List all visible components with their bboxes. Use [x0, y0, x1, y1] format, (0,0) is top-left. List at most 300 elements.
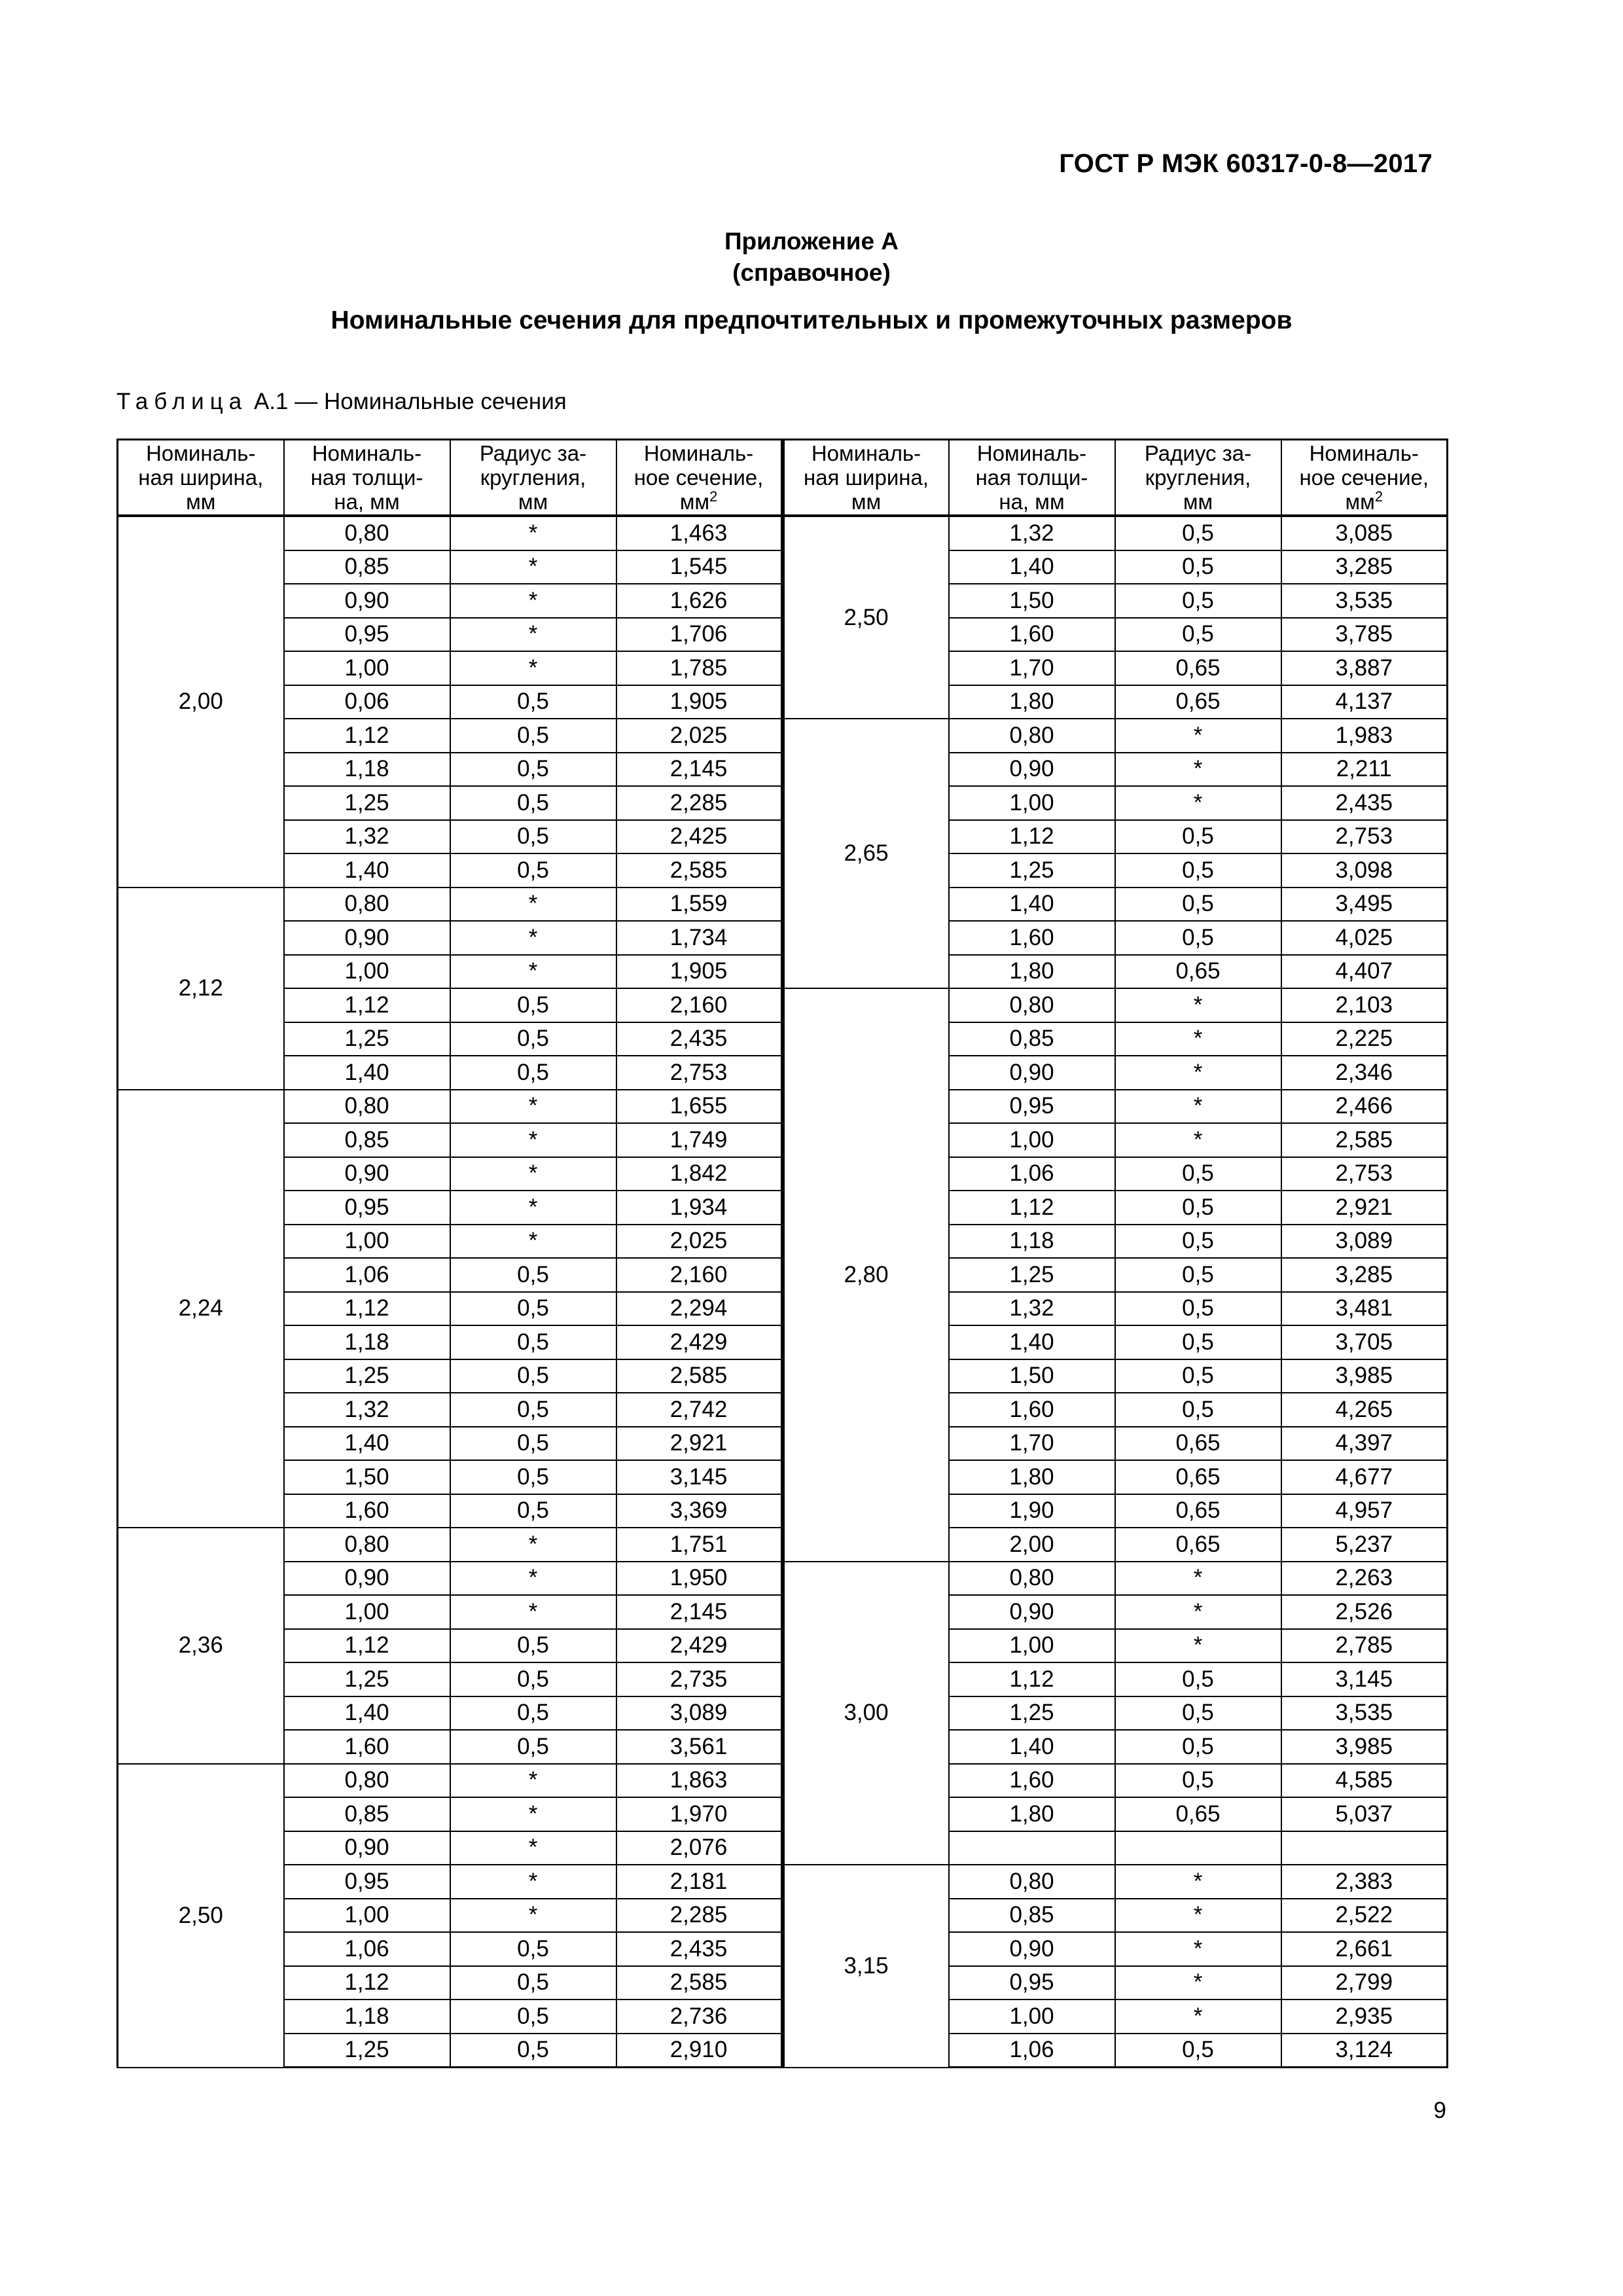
- radius-cell: 0,5: [1115, 1662, 1281, 1696]
- radius-cell: *: [450, 550, 616, 584]
- thickness-cell: 1,12: [949, 1191, 1115, 1225]
- table-row: [118, 516, 1448, 550]
- thickness-cell: 0,90: [949, 1056, 1115, 1090]
- section-cell: 1,983: [1281, 719, 1448, 753]
- radius-cell: 0,5: [1115, 516, 1281, 550]
- radius-cell: 0,5: [450, 1325, 616, 1359]
- radius-cell: *: [450, 1899, 616, 1933]
- header-radius: [1115, 440, 1281, 516]
- section-cell: 3,985: [1281, 1359, 1448, 1393]
- thickness-cell: 0,90: [949, 1595, 1115, 1629]
- radius-cell: 0,5: [450, 1393, 616, 1427]
- section-cell: 1,970: [616, 1797, 783, 1831]
- radius-cell: *: [1115, 786, 1281, 820]
- radius-cell: 0,5: [1115, 584, 1281, 618]
- section-cell: 2,735: [616, 1662, 783, 1696]
- thickness-cell: 0,85: [284, 1797, 450, 1831]
- header-line: на, мм: [334, 490, 400, 514]
- section-cell: 2,585: [1281, 1123, 1448, 1157]
- section-cell: 1,734: [616, 921, 783, 955]
- section-cell: 3,785: [1281, 618, 1448, 652]
- section-cell: 3,098: [1281, 853, 1448, 888]
- section-cell: 3,085: [1281, 516, 1448, 550]
- radius-cell: *: [1115, 1966, 1281, 2000]
- thickness-cell: 1,25: [284, 786, 450, 820]
- thickness-cell: 0,95: [949, 1966, 1115, 2000]
- section-cell: 2,145: [616, 753, 783, 787]
- radius-cell: *: [450, 1090, 616, 1124]
- radius-cell: *: [450, 1595, 616, 1629]
- thickness-cell: 1,12: [284, 988, 450, 1022]
- table-body: [118, 516, 1448, 2068]
- section-cell: 4,025: [1281, 921, 1448, 955]
- radius-cell: 0,5: [450, 853, 616, 888]
- header-line: ная ширина,: [803, 465, 929, 490]
- header-thickness: [949, 440, 1115, 516]
- section-cell: 2,025: [616, 1225, 783, 1259]
- radius-cell: 0,5: [1115, 1393, 1281, 1427]
- section-cell: 1,559: [616, 888, 783, 922]
- thickness-cell: 1,60: [949, 1393, 1115, 1427]
- radius-cell: 0,5: [450, 1292, 616, 1326]
- section-cell: 2,294: [616, 1292, 783, 1326]
- thickness-cell: 0,95: [284, 618, 450, 652]
- thickness-cell: 0,90: [949, 753, 1115, 787]
- section-cell: 2,585: [616, 1359, 783, 1393]
- radius-cell: *: [450, 888, 616, 922]
- section-cell: 3,285: [1281, 1258, 1448, 1292]
- radius-cell: 0,5: [1115, 1292, 1281, 1326]
- header-line: ная толщи-: [310, 465, 423, 490]
- thickness-cell: 1,00: [284, 1595, 450, 1629]
- thickness-cell: 1,00: [284, 1225, 450, 1259]
- thickness-cell: 0,80: [949, 719, 1115, 753]
- thickness-cell: 1,00: [949, 786, 1115, 820]
- section-cell: 2,160: [616, 988, 783, 1022]
- section-cell: 4,137: [1281, 685, 1448, 719]
- section-cell: 2,211: [1281, 753, 1448, 787]
- thickness-cell: 1,12: [284, 1629, 450, 1663]
- radius-cell: 0,5: [450, 1730, 616, 1764]
- section-cell: 3,535: [1281, 584, 1448, 618]
- section-cell: 2,225: [1281, 1022, 1448, 1056]
- radius-cell: *: [1115, 753, 1281, 787]
- thickness-cell: 1,50: [949, 1359, 1115, 1393]
- section-cell: 3,495: [1281, 888, 1448, 922]
- radius-cell: 0,5: [450, 1494, 616, 1528]
- radius-cell: 0,5: [1115, 2034, 1281, 2068]
- section-cell: 3,145: [1281, 1662, 1448, 1696]
- section-cell: 2,736: [616, 2000, 783, 2034]
- thickness-cell: 0,85: [284, 550, 450, 584]
- section-cell: 2,435: [616, 1022, 783, 1056]
- header-line: Номиналь-: [146, 441, 256, 465]
- header-line: мм: [1345, 490, 1375, 514]
- radius-cell: 0,5: [450, 2034, 616, 2068]
- thickness-cell: 1,25: [284, 2034, 450, 2068]
- table-caption: [116, 389, 567, 415]
- header-line: Номиналь-: [643, 441, 754, 465]
- section-cell: 4,957: [1281, 1494, 1448, 1528]
- thickness-cell: 1,00: [284, 651, 450, 685]
- header-line: Номиналь-: [811, 441, 921, 465]
- header-line: мм: [1183, 490, 1213, 514]
- thickness-cell: 1,32: [284, 820, 450, 854]
- radius-cell: 0,5: [1115, 618, 1281, 652]
- radius-cell: *: [450, 584, 616, 618]
- section-cell: 1,545: [616, 550, 783, 584]
- radius-cell: 0,5: [1115, 853, 1281, 888]
- section-cell: 5,037: [1281, 1797, 1448, 1831]
- section-cell: 3,887: [1281, 651, 1448, 685]
- width-cell: 2,24: [118, 1090, 284, 1528]
- width-cell: 2,80: [783, 988, 949, 1562]
- header-superscript: 2: [1374, 488, 1383, 505]
- width-cell: 3,15: [783, 1865, 949, 2068]
- header-thickness: [284, 440, 450, 516]
- thickness-cell: 0,90: [284, 1831, 450, 1865]
- table-row: [118, 1865, 1448, 1899]
- width-cell: 3,00: [783, 1562, 949, 1865]
- thickness-cell: 1,80: [949, 1797, 1115, 1831]
- section-cell: 3,369: [616, 1494, 783, 1528]
- thickness-cell: 0,90: [949, 1932, 1115, 1966]
- section-cell: 4,265: [1281, 1393, 1448, 1427]
- radius-cell: 0,65: [1115, 1494, 1281, 1528]
- radius-cell: 0,5: [450, 1359, 616, 1393]
- width-cell: 2,36: [118, 1528, 284, 1764]
- radius-cell: 0,5: [450, 1696, 616, 1731]
- radius-cell: 0,5: [450, 1427, 616, 1461]
- thickness-cell: 1,40: [949, 1730, 1115, 1764]
- header-line: на, мм: [999, 490, 1065, 514]
- thickness-cell: 1,60: [949, 1764, 1115, 1798]
- radius-cell: 0,5: [450, 988, 616, 1022]
- section-cell: 1,863: [616, 1764, 783, 1798]
- thickness-cell: 1,00: [284, 1899, 450, 1933]
- header-line: мм: [679, 490, 710, 514]
- section-cell: 2,742: [616, 1393, 783, 1427]
- table-row: [118, 719, 1448, 753]
- thickness-cell: 1,40: [284, 1427, 450, 1461]
- radius-cell: 0,65: [1115, 1797, 1281, 1831]
- radius-cell: *: [1115, 719, 1281, 753]
- section-cell: 2,466: [1281, 1090, 1448, 1124]
- header-radius: [450, 440, 616, 516]
- radius-cell: *: [450, 651, 616, 685]
- section-cell: 2,921: [1281, 1191, 1448, 1225]
- radius-cell: 0,65: [1115, 651, 1281, 685]
- section-cell: 2,661: [1281, 1932, 1448, 1966]
- thickness-cell: 0,80: [284, 516, 450, 550]
- header-line: мм: [851, 490, 882, 514]
- radius-cell: 0,5: [1115, 1325, 1281, 1359]
- radius-cell: *: [1115, 1090, 1281, 1124]
- header-line: Номиналь-: [312, 441, 422, 465]
- section-cell: 2,921: [616, 1427, 783, 1461]
- thickness-cell: 1,06: [949, 1157, 1115, 1191]
- table-caption-text: А.1 — Номинальные сечения: [247, 389, 567, 414]
- thickness-cell: 1,12: [284, 719, 450, 753]
- thickness-cell: 1,18: [949, 1225, 1115, 1259]
- radius-cell: *: [450, 1225, 616, 1259]
- radius-cell: *: [1115, 1899, 1281, 1933]
- radius-cell: 0,65: [1115, 1427, 1281, 1461]
- header-superscript: 2: [709, 488, 718, 505]
- width-cell: 2,12: [118, 888, 284, 1090]
- header-line: Радиус за-: [479, 441, 587, 465]
- table-row: [118, 988, 1448, 1022]
- header-line: ная толщи-: [975, 465, 1088, 490]
- header-section: [1281, 440, 1448, 516]
- thickness-cell: 1,25: [284, 1662, 450, 1696]
- thickness-cell: 1,40: [949, 888, 1115, 922]
- thickness-cell: 1,18: [284, 2000, 450, 2034]
- thickness-cell: 1,32: [949, 1292, 1115, 1326]
- radius-cell: *: [450, 1797, 616, 1831]
- width-cell: 2,50: [783, 516, 949, 719]
- thickness-cell: 1,90: [949, 1494, 1115, 1528]
- header-line: ная ширина,: [138, 465, 264, 490]
- thickness-cell: 0,90: [284, 1562, 450, 1596]
- radius-cell: 0,65: [1115, 1528, 1281, 1562]
- radius-cell: 0,5: [450, 786, 616, 820]
- header-line: Номиналь-: [976, 441, 1087, 465]
- thickness-cell: [949, 1831, 1115, 1865]
- radius-cell: *: [450, 955, 616, 989]
- section-cell: 2,346: [1281, 1056, 1448, 1090]
- section-cell: 3,285: [1281, 550, 1448, 584]
- thickness-cell: 1,25: [284, 1022, 450, 1056]
- thickness-cell: 1,06: [284, 1258, 450, 1292]
- section-cell: 2,585: [616, 1966, 783, 2000]
- appendix-title: Приложение А: [724, 228, 899, 255]
- thickness-cell: 1,60: [284, 1730, 450, 1764]
- radius-cell: *: [450, 516, 616, 550]
- thickness-cell: 1,60: [949, 921, 1115, 955]
- thickness-cell: 1,06: [284, 1932, 450, 1966]
- section-cell: 1,655: [616, 1090, 783, 1124]
- section-cell: 3,535: [1281, 1696, 1448, 1731]
- section-cell: 2,785: [1281, 1629, 1448, 1663]
- thickness-cell: 0,90: [284, 921, 450, 955]
- section-cell: 1,950: [616, 1562, 783, 1596]
- section-cell: 4,585: [1281, 1764, 1448, 1798]
- section-cell: 3,089: [1281, 1225, 1448, 1259]
- thickness-cell: 1,00: [949, 1629, 1115, 1663]
- section-cell: 1,934: [616, 1191, 783, 1225]
- section-cell: 3,124: [1281, 2034, 1448, 2068]
- section-cell: 5,237: [1281, 1528, 1448, 1562]
- thickness-cell: 0,80: [949, 988, 1115, 1022]
- table-caption-word: Таблица: [116, 389, 248, 414]
- radius-cell: *: [1115, 1022, 1281, 1056]
- section-cell: 2,799: [1281, 1966, 1448, 2000]
- thickness-cell: 1,40: [949, 1325, 1115, 1359]
- section-cell: 4,677: [1281, 1460, 1448, 1494]
- section-cell: 2,753: [1281, 1157, 1448, 1191]
- thickness-cell: 0,95: [284, 1865, 450, 1899]
- thickness-cell: 1,50: [949, 584, 1115, 618]
- thickness-cell: 1,00: [949, 2000, 1115, 2034]
- width-cell: 2,50: [118, 1764, 284, 2068]
- thickness-cell: 1,60: [949, 618, 1115, 652]
- radius-cell: *: [1115, 1056, 1281, 1090]
- section-cell: 2,935: [1281, 2000, 1448, 2034]
- radius-cell: *: [1115, 988, 1281, 1022]
- thickness-cell: 1,80: [949, 685, 1115, 719]
- section-cell: 2,285: [616, 1899, 783, 1933]
- radius-cell: *: [450, 618, 616, 652]
- header-line: Номиналь-: [1309, 441, 1419, 465]
- radius-cell: *: [450, 1191, 616, 1225]
- radius-cell: 0,5: [1115, 1191, 1281, 1225]
- thickness-cell: 1,25: [949, 853, 1115, 888]
- thickness-cell: 1,12: [284, 1292, 450, 1326]
- radius-cell: *: [1115, 1595, 1281, 1629]
- thickness-cell: 0,80: [284, 1090, 450, 1124]
- section-cell: 2,753: [1281, 820, 1448, 854]
- header-width: [118, 440, 284, 516]
- radius-cell: 0,5: [450, 1629, 616, 1663]
- section-cell: 1,905: [616, 955, 783, 989]
- thickness-cell: 1,25: [949, 1258, 1115, 1292]
- section-cell: 1,706: [616, 618, 783, 652]
- table-header-row: [118, 440, 1448, 516]
- radius-cell: 0,5: [450, 1932, 616, 1966]
- appendix-type: (справочное): [732, 259, 891, 286]
- thickness-cell: 1,00: [284, 955, 450, 989]
- radius-cell: 0,5: [450, 685, 616, 719]
- radius-cell: 0,5: [450, 1460, 616, 1494]
- thickness-cell: 0,85: [949, 1899, 1115, 1933]
- radius-cell: *: [1115, 2000, 1281, 2034]
- section-cell: 2,435: [616, 1932, 783, 1966]
- section-cell: 4,407: [1281, 955, 1448, 989]
- section-cell: 3,145: [616, 1460, 783, 1494]
- section-cell: 1,463: [616, 516, 783, 550]
- thickness-cell: 1,70: [949, 651, 1115, 685]
- thickness-cell: 0,80: [284, 1764, 450, 1798]
- radius-cell: 0,5: [1115, 1696, 1281, 1731]
- thickness-cell: 1,32: [949, 516, 1115, 550]
- section-cell: 2,526: [1281, 1595, 1448, 1629]
- section-cell: 2,383: [1281, 1865, 1448, 1899]
- radius-cell: 0,5: [450, 1258, 616, 1292]
- section-cell: 2,285: [616, 786, 783, 820]
- section-cell: 2,181: [616, 1865, 783, 1899]
- radius-cell: *: [1115, 1932, 1281, 1966]
- radius-cell: 0,65: [1115, 1460, 1281, 1494]
- radius-cell: *: [450, 1123, 616, 1157]
- thickness-cell: 0,95: [949, 1090, 1115, 1124]
- section-cell: 3,089: [616, 1696, 783, 1731]
- radius-cell: 0,5: [1115, 1157, 1281, 1191]
- radius-cell: 0,5: [1115, 1225, 1281, 1259]
- table-row: [118, 1562, 1448, 1596]
- section-cell: 2,429: [616, 1629, 783, 1663]
- section-cell: 1,751: [616, 1528, 783, 1562]
- radius-cell: 0,5: [1115, 921, 1281, 955]
- radius-cell: *: [450, 1831, 616, 1865]
- header-section: [616, 440, 783, 516]
- width-cell: 2,65: [783, 719, 949, 988]
- section-cell: 1,785: [616, 651, 783, 685]
- thickness-cell: 1,80: [949, 1460, 1115, 1494]
- section-cell: 1,626: [616, 584, 783, 618]
- thickness-cell: 1,25: [284, 1359, 450, 1393]
- thickness-cell: 0,80: [949, 1865, 1115, 1899]
- thickness-cell: 1,00: [949, 1123, 1115, 1157]
- header-line: Радиус за-: [1144, 441, 1252, 465]
- thickness-cell: 2,00: [949, 1528, 1115, 1562]
- section-cell: 2,585: [616, 853, 783, 888]
- appendix-heading: [0, 226, 1623, 289]
- header-width: [783, 440, 949, 516]
- section-cell: 2,076: [616, 1831, 783, 1865]
- section-cell: 2,522: [1281, 1899, 1448, 1933]
- radius-cell: 0,5: [450, 1662, 616, 1696]
- header-line: кругления,: [480, 465, 586, 490]
- section-cell: 2,425: [616, 820, 783, 854]
- radius-cell: 0,5: [1115, 1730, 1281, 1764]
- thickness-cell: 1,18: [284, 1325, 450, 1359]
- radius-cell: *: [450, 921, 616, 955]
- thickness-cell: 1,12: [949, 1662, 1115, 1696]
- radius-cell: *: [450, 1562, 616, 1596]
- section-cell: 1,905: [616, 685, 783, 719]
- radius-cell: *: [450, 1865, 616, 1899]
- radius-cell: *: [1115, 1123, 1281, 1157]
- nominal-sections-table: [116, 439, 1448, 2068]
- radius-cell: 0,5: [450, 1056, 616, 1090]
- radius-cell: 0,5: [1115, 820, 1281, 854]
- section-cell: 2,103: [1281, 988, 1448, 1022]
- section-cell: 1,749: [616, 1123, 783, 1157]
- radius-cell: *: [1115, 1629, 1281, 1663]
- header-line: ное сечение,: [1299, 465, 1429, 490]
- section-cell: 2,429: [616, 1325, 783, 1359]
- section-cell: 3,985: [1281, 1730, 1448, 1764]
- section-cell: 2,263: [1281, 1562, 1448, 1596]
- page-number: 9: [1433, 2098, 1446, 2123]
- header-line: мм: [518, 490, 548, 514]
- radius-cell: 0,5: [450, 753, 616, 787]
- radius-cell: 0,5: [450, 719, 616, 753]
- header-line: мм: [186, 490, 216, 514]
- radius-cell: *: [1115, 1865, 1281, 1899]
- thickness-cell: 1,70: [949, 1427, 1115, 1461]
- section-title: Номинальные сечения для предпочтительных и промежуточных размеров: [330, 306, 1293, 334]
- thickness-cell: 0,85: [284, 1123, 450, 1157]
- section-cell: 1,842: [616, 1157, 783, 1191]
- header-line: ное сечение,: [633, 465, 764, 490]
- thickness-cell: 0,06: [284, 685, 450, 719]
- thickness-cell: 0,90: [284, 1157, 450, 1191]
- thickness-cell: 0,80: [949, 1562, 1115, 1596]
- radius-cell: [1115, 1831, 1281, 1865]
- thickness-cell: 1,25: [949, 1696, 1115, 1731]
- section-cell: 2,145: [616, 1595, 783, 1629]
- radius-cell: 0,5: [1115, 550, 1281, 584]
- radius-cell: 0,5: [450, 1966, 616, 2000]
- section-cell: [1281, 1831, 1448, 1865]
- thickness-cell: 0,85: [949, 1022, 1115, 1056]
- thickness-cell: 0,80: [284, 1528, 450, 1562]
- document-standard-number: ГОСТ Р МЭК 60317-0-8—2017: [1059, 149, 1433, 178]
- radius-cell: *: [450, 1528, 616, 1562]
- radius-cell: 0,5: [1115, 888, 1281, 922]
